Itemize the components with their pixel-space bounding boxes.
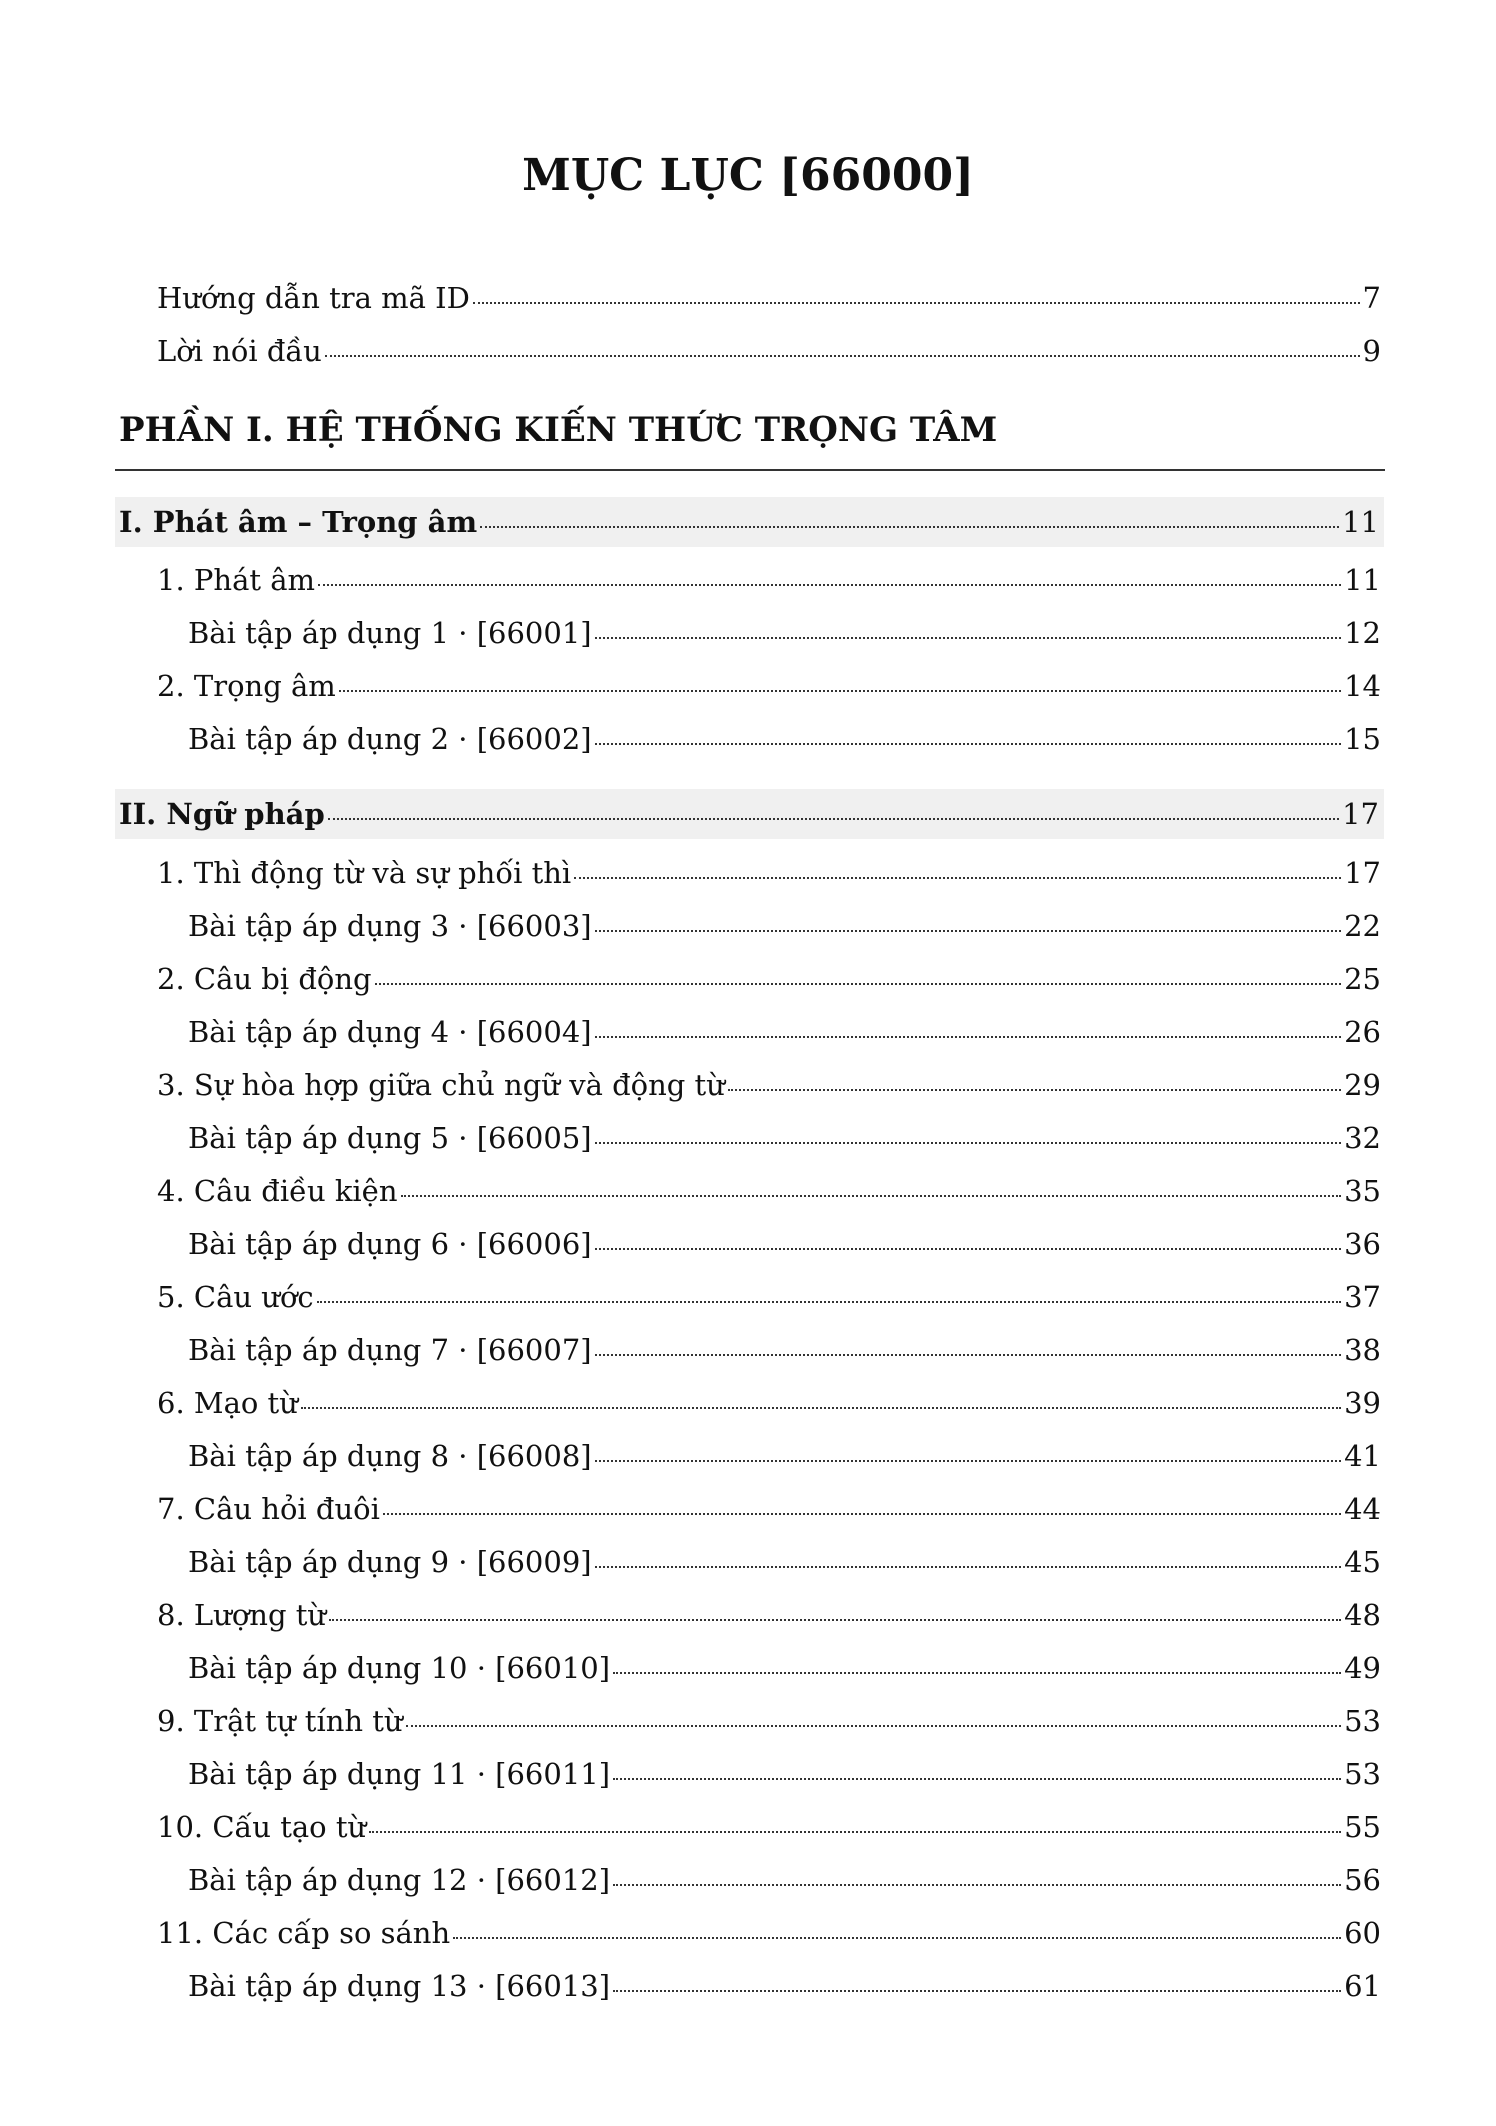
toc-entry-page: 25 (1344, 962, 1381, 996)
dot-leader (375, 983, 1342, 985)
toc-entry-page: 17 (1344, 856, 1381, 890)
dot-leader (595, 1248, 1342, 1250)
toc-entry-label: Bài tập áp dụng 9 · [66009] (188, 1545, 592, 1579)
toc-entry[interactable] (157, 1383, 1381, 1423)
toc-entry-label: 1. Thì động từ và sự phối thì (157, 856, 572, 890)
toc-entry-page: 38 (1344, 1333, 1381, 1367)
dot-leader (595, 1460, 1342, 1462)
page-title: MỤC LỤC [66000] (522, 150, 974, 201)
toc-entry-label: Bài tập áp dụng 10 · [66010] (188, 1651, 611, 1685)
dot-leader (613, 1884, 1341, 1886)
toc-exercise-entry[interactable] (188, 613, 1381, 653)
toc-entry-label: 4. Câu điều kiện (157, 1174, 398, 1208)
dot-leader (595, 1354, 1342, 1356)
dot-leader (613, 1672, 1341, 1674)
toc-entry[interactable] (157, 1489, 1381, 1529)
toc-entry-label: Bài tập áp dụng 1 · [66001] (188, 616, 592, 650)
toc-section-entry[interactable] (115, 497, 1384, 547)
toc-entry[interactable] (157, 1171, 1381, 1211)
toc-entry[interactable] (157, 278, 1381, 318)
toc-entry-page: 45 (1344, 1545, 1381, 1579)
dot-leader (613, 1990, 1341, 1992)
toc-entry-label: 2. Câu bị động (157, 962, 372, 996)
toc-entry-page: 48 (1344, 1598, 1381, 1632)
toc-entry-page: 22 (1344, 909, 1381, 943)
toc-section-page: 17 (1342, 797, 1379, 831)
toc-section-entry[interactable] (115, 789, 1384, 839)
toc-entry[interactable] (157, 560, 1381, 600)
dot-leader (595, 1036, 1342, 1038)
dot-leader (613, 1778, 1341, 1780)
dot-leader (473, 302, 1360, 304)
dot-leader (595, 1566, 1342, 1568)
toc-exercise-entry[interactable] (188, 1542, 1381, 1582)
dot-leader (318, 584, 1341, 586)
toc-exercise-entry[interactable] (188, 1966, 1381, 2006)
toc-entry-page: 15 (1344, 722, 1381, 756)
toc-entry-label: 1. Phát âm (157, 563, 316, 597)
toc-entry-page: 41 (1344, 1439, 1381, 1473)
dot-leader (595, 930, 1342, 932)
toc-entry-page: 60 (1344, 1916, 1381, 1950)
toc-entry-label: Bài tập áp dụng 2 · [66002] (188, 722, 592, 756)
toc-entry-label: Bài tập áp dụng 8 · [66008] (188, 1439, 592, 1473)
toc-entry-page: 7 (1362, 281, 1381, 315)
toc-entry-page: 37 (1344, 1280, 1381, 1314)
toc-exercise-entry[interactable] (188, 719, 1381, 759)
toc-section-label: II. Ngữ pháp (119, 797, 325, 831)
dot-leader (406, 1725, 1341, 1727)
toc-entry[interactable] (157, 1065, 1381, 1105)
toc-entry-label: Bài tập áp dụng 6 · [66006] (188, 1227, 592, 1261)
toc-entry[interactable] (157, 1807, 1381, 1847)
toc-entry-page: 53 (1344, 1757, 1381, 1791)
toc-exercise-entry[interactable] (188, 1330, 1381, 1370)
toc-entry-label: 5. Câu ước (157, 1280, 314, 1314)
dot-leader (325, 355, 1360, 357)
toc-entry-label: 2. Trọng âm (157, 669, 336, 703)
toc-entry[interactable] (157, 1913, 1381, 1953)
toc-entry[interactable] (157, 853, 1381, 893)
toc-exercise-entry[interactable] (188, 1860, 1381, 1900)
toc-entry-page: 56 (1344, 1863, 1381, 1897)
toc-entry-label: Bài tập áp dụng 13 · [66013] (188, 1969, 611, 2003)
dot-leader (401, 1195, 1342, 1197)
toc-exercise-entry[interactable] (188, 1118, 1381, 1158)
toc-entry-page: 32 (1344, 1121, 1381, 1155)
toc-entry-page: 61 (1344, 1969, 1381, 2003)
dot-leader (339, 690, 1341, 692)
toc-entry-label: Bài tập áp dụng 7 · [66007] (188, 1333, 592, 1367)
toc-exercise-entry[interactable] (188, 1754, 1381, 1794)
part-divider (115, 469, 1385, 471)
toc-entry-label: 11. Các cấp so sánh (157, 1916, 451, 1950)
toc-entry-page: 44 (1344, 1492, 1381, 1526)
toc-entry-label: Bài tập áp dụng 12 · [66012] (188, 1863, 611, 1897)
dot-leader (595, 1142, 1342, 1144)
dot-leader (383, 1513, 1341, 1515)
toc-entry-page: 55 (1344, 1810, 1381, 1844)
toc-exercise-entry[interactable] (188, 1224, 1381, 1264)
toc-entry-label: Bài tập áp dụng 5 · [66005] (188, 1121, 592, 1155)
dot-leader (728, 1089, 1341, 1091)
toc-entry[interactable] (157, 959, 1381, 999)
toc-entry-label: 3. Sự hòa hợp giữa chủ ngữ và động từ (157, 1068, 725, 1102)
toc-entry[interactable] (157, 1701, 1381, 1741)
toc-entry-label: Bài tập áp dụng 4 · [66004] (188, 1015, 592, 1049)
dot-leader (301, 1407, 1341, 1409)
toc-exercise-entry[interactable] (188, 906, 1381, 946)
toc-entry-page: 9 (1362, 334, 1381, 368)
dot-leader (595, 743, 1342, 745)
toc-entry-page: 36 (1344, 1227, 1381, 1261)
toc-entry[interactable] (157, 1595, 1381, 1635)
dot-leader (480, 526, 1339, 528)
part-heading: PHẦN I. HỆ THỐNG KIẾN THỨC TRỌNG TÂM (119, 410, 998, 450)
toc-exercise-entry[interactable] (188, 1648, 1381, 1688)
toc-entry-label: 10. Cấu tạo từ (157, 1810, 367, 1844)
toc-exercise-entry[interactable] (188, 1436, 1381, 1476)
toc-entry-page: 14 (1344, 669, 1381, 703)
toc-entry-page: 35 (1344, 1174, 1381, 1208)
toc-entry-label: 9. Trật tự tính từ (157, 1704, 403, 1738)
toc-entry-label: Hướng dẫn tra mã ID (157, 281, 470, 315)
toc-entry-page: 12 (1344, 616, 1381, 650)
toc-entry-label: Lời nói đầu (157, 334, 322, 368)
toc-entry-label: 6. Mạo từ (157, 1386, 298, 1420)
toc-entry-page: 53 (1344, 1704, 1381, 1738)
toc-section-page: 11 (1342, 505, 1379, 539)
toc-entry[interactable] (157, 666, 1381, 706)
toc-entry-page: 39 (1344, 1386, 1381, 1420)
toc-entry-label: Bài tập áp dụng 3 · [66003] (188, 909, 592, 943)
dot-leader (574, 877, 1341, 879)
toc-entry-label: Bài tập áp dụng 11 · [66011] (188, 1757, 611, 1791)
toc-section-label: I. Phát âm – Trọng âm (119, 505, 478, 539)
dot-leader (317, 1301, 1341, 1303)
toc-entry-page: 26 (1344, 1015, 1381, 1049)
toc-entry-label: 7. Câu hỏi đuôi (157, 1492, 380, 1526)
toc-entry-label: 8. Lượng từ (157, 1598, 327, 1632)
dot-leader (595, 637, 1342, 639)
toc-entry[interactable] (157, 331, 1381, 371)
toc-entry-page: 11 (1344, 563, 1381, 597)
dot-leader (369, 1831, 1341, 1833)
toc-entry-page: 29 (1344, 1068, 1381, 1102)
toc-entry[interactable] (157, 1277, 1381, 1317)
dot-leader (329, 1619, 1341, 1621)
dot-leader (453, 1937, 1341, 1939)
dot-leader (328, 818, 1339, 820)
toc-entry-page: 49 (1344, 1651, 1381, 1685)
toc-exercise-entry[interactable] (188, 1012, 1381, 1052)
